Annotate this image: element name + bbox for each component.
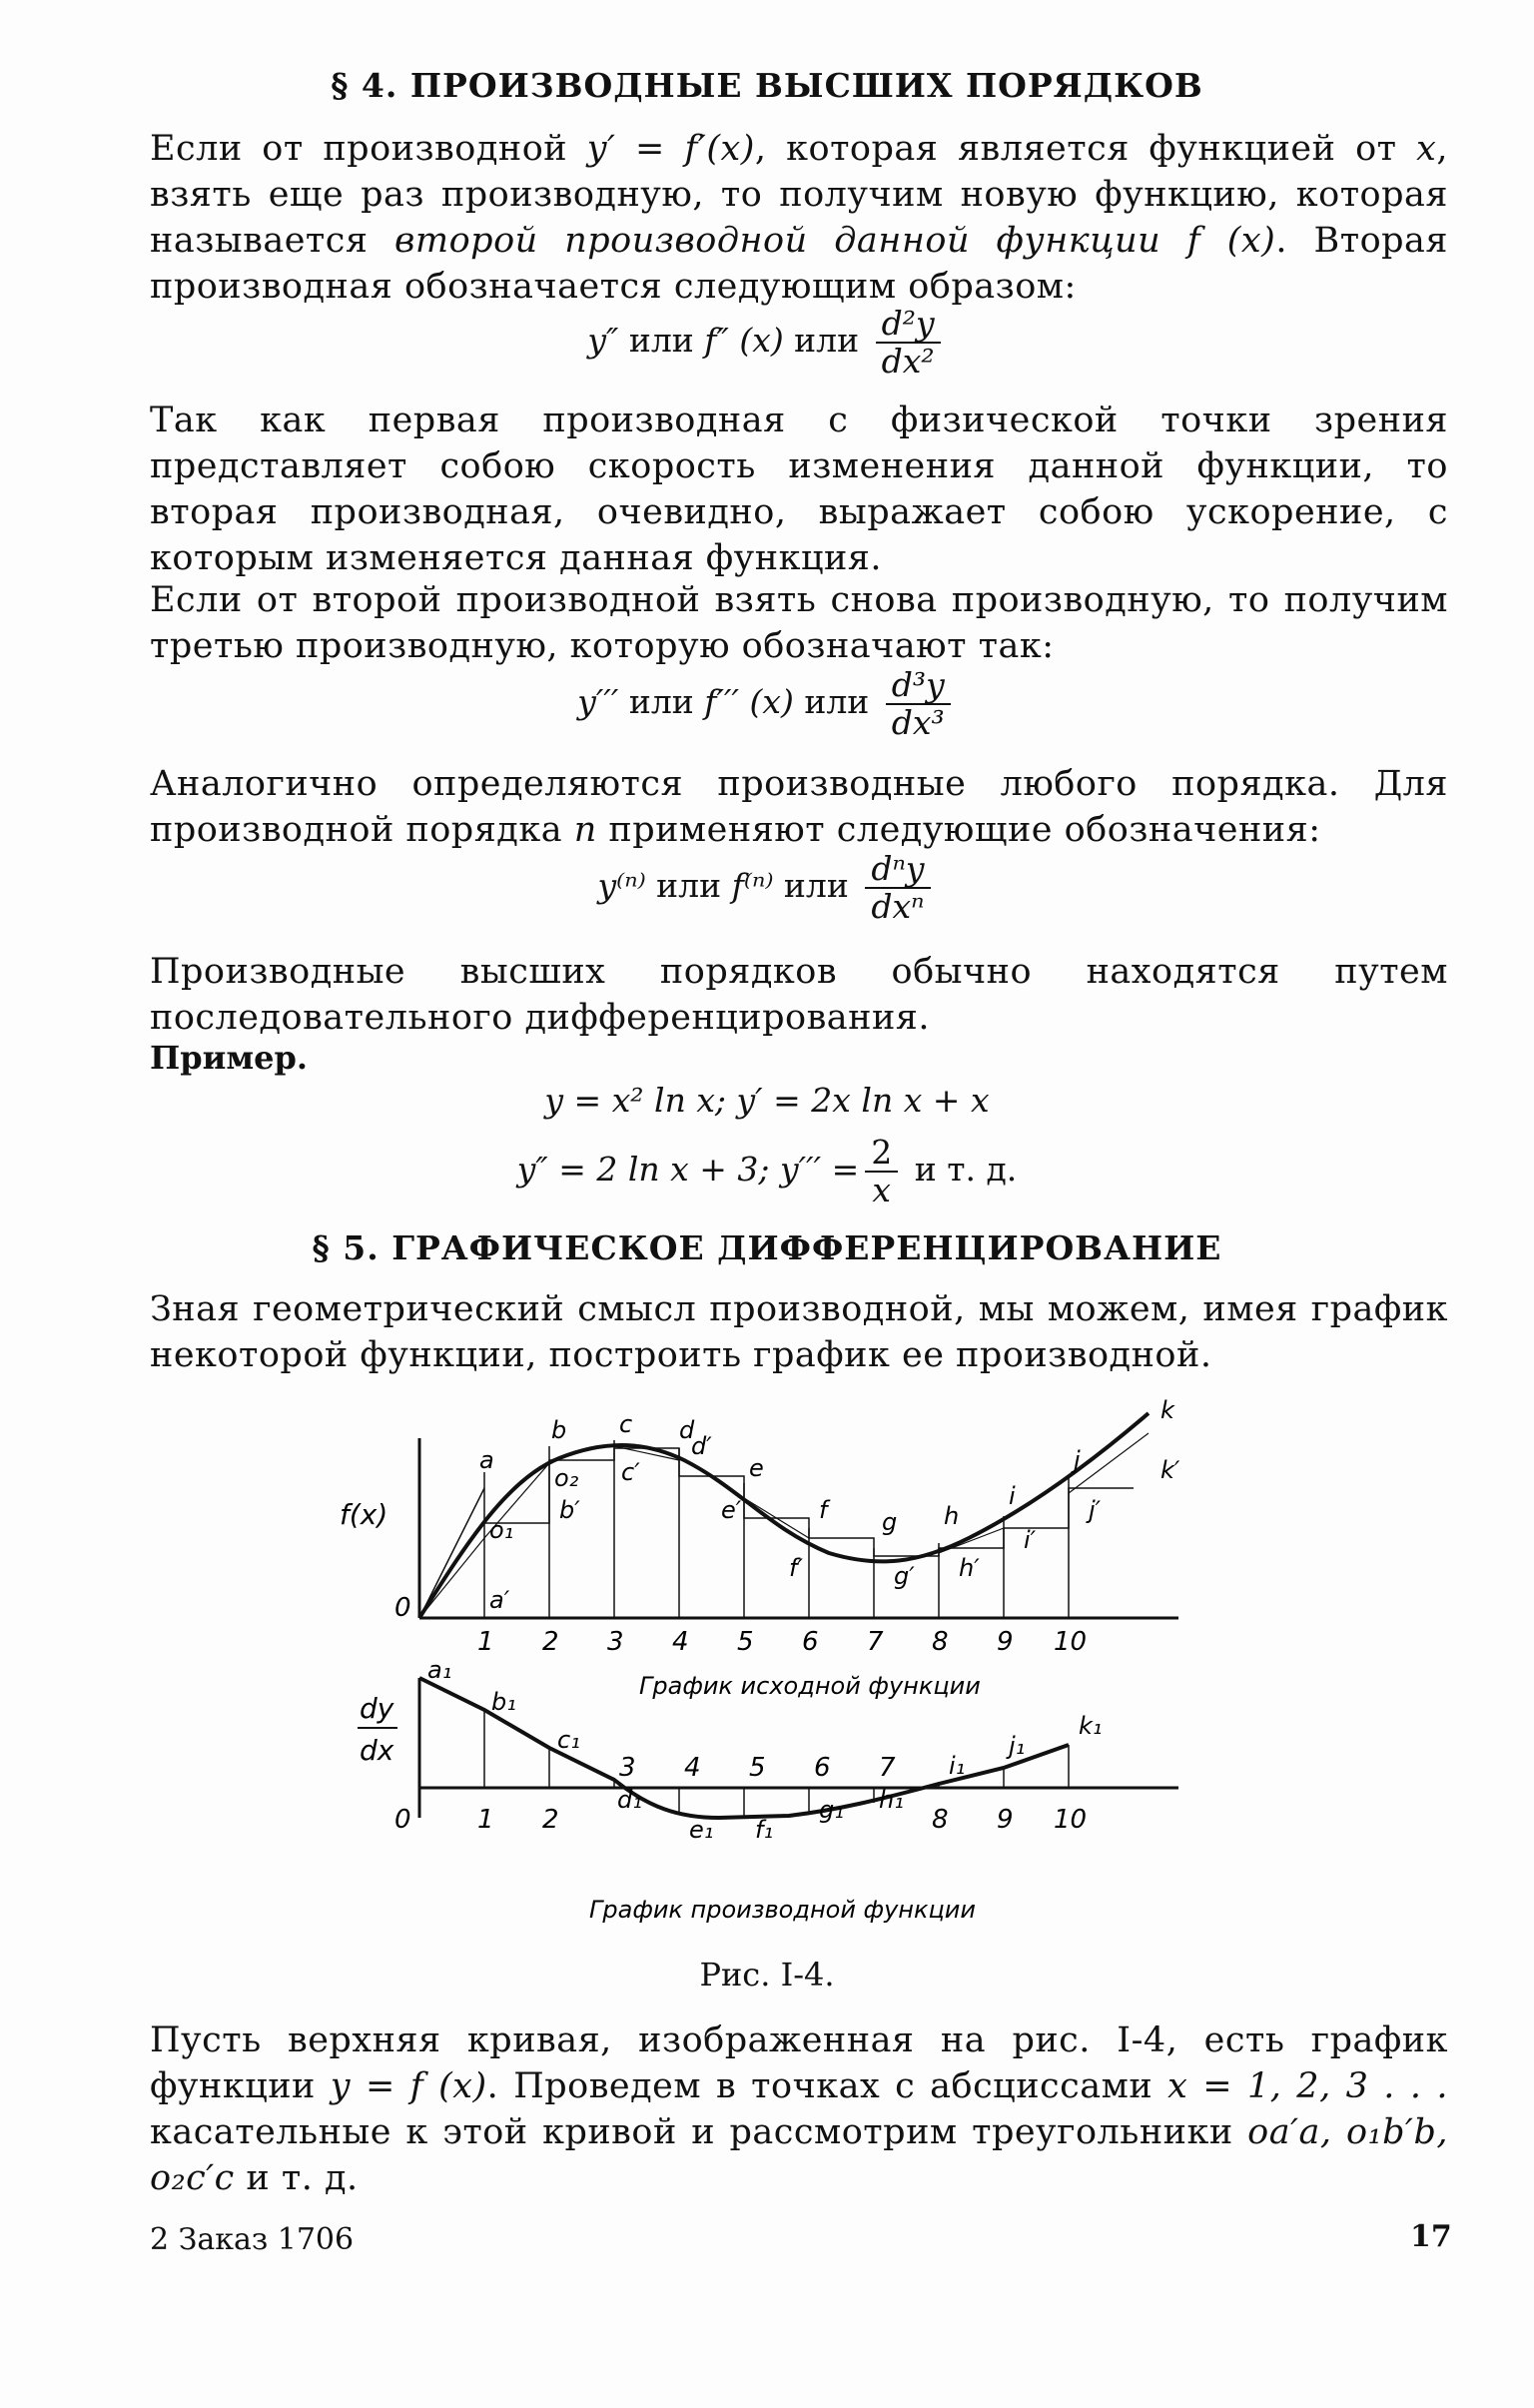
text-run: . Проведем в точках с абсциссами: [486, 2066, 1168, 2106]
math-inline: x = 1, 2, 3 . . .: [1167, 2066, 1449, 2106]
fraction: [876, 306, 941, 380]
prime-j: j′: [1089, 1496, 1102, 1524]
formula-term: и т. д.: [904, 1150, 1018, 1189]
point-i1: i₁: [949, 1752, 966, 1780]
tick-3: 3: [619, 1753, 636, 1783]
formula-term: y′′′: [577, 682, 619, 721]
formula-term: y″ = 2 ln x + 3; y′′′ =: [516, 1150, 860, 1189]
tick-7: 7: [879, 1753, 896, 1783]
footer-order-number: 2 Заказ 1706: [150, 2222, 355, 2257]
text-run: , которая является функцией от: [754, 129, 1417, 169]
example-label: Пример.: [150, 1039, 308, 1077]
point-k: k: [1160, 1396, 1174, 1424]
formula-term: y″: [587, 321, 619, 360]
math-inline: n: [573, 810, 597, 850]
point-e1: e₁: [689, 1816, 714, 1844]
tick-4: 4: [684, 1753, 701, 1783]
upper-axis-label: f(x): [340, 1498, 388, 1531]
paragraph-graphical: Зная геометрический смысл производной, мы можем, имея график некоторой функции, построить график ее производной.: [150, 1289, 1448, 1375]
function-curve: [419, 1413, 1149, 1618]
upper-tick-labels: [477, 1627, 1087, 1657]
math-inline: oa′a, o₁b′b, o₂c′c: [150, 2112, 1448, 2198]
figure-caption: Рис. I-4.: [699, 1956, 835, 1994]
fraction-numerator: dⁿy: [865, 851, 930, 889]
text-run: Пусть верхняя кривая, изображенная на рис. I-4, есть график функции: [150, 2020, 1448, 2106]
paragraph-successive: Производные высших порядков обычно находятся путем последовательного дифференцирования.: [150, 952, 1448, 1038]
fraction-denominator: dx³: [891, 703, 945, 742]
paragraph-third-derivative: Если от второй производной взять снова производную, то получим третью производную, которую обозначают так:: [150, 580, 1448, 666]
point-b1: b₁: [491, 1688, 516, 1716]
formula-term: y⁽ⁿ⁾: [597, 866, 646, 905]
prime-e: e′: [721, 1496, 742, 1524]
formula-or: или: [793, 682, 880, 721]
math-inline: y′ = f′(x): [586, 129, 755, 169]
fraction-numerator: d²y: [876, 306, 941, 344]
upper-caption: График исходной функции: [639, 1672, 981, 1700]
formula-or: или: [618, 321, 705, 360]
section-5-title: § 5. ГРАФИЧЕСКОЕ ДИФФЕРЕНЦИРОВАНИЕ: [312, 1228, 1222, 1267]
tangent-lines: [419, 1433, 1149, 1618]
section-4-title: § 4. ПРОИЗВОДНЫЕ ВЫСШИХ ПОРЯДКОВ: [331, 66, 1203, 105]
tick-8: 8: [932, 1805, 949, 1835]
lower-axis-denominator: dx: [360, 1734, 394, 1767]
tick-7: 7: [867, 1627, 884, 1657]
point-e: e: [749, 1454, 764, 1482]
prime-b: b′: [559, 1496, 580, 1524]
tick-2: 2: [542, 1627, 559, 1657]
prime-c: c′: [621, 1458, 640, 1486]
lower-axis-numerator: dy: [360, 1692, 394, 1725]
point-c: c: [619, 1410, 633, 1438]
fraction: [886, 667, 951, 741]
prime-k: k′: [1160, 1456, 1180, 1484]
tick-4: 4: [672, 1627, 689, 1657]
upper-origin-label: 0: [394, 1593, 411, 1623]
text-run: . Вторая производная обозначается следующим образом:: [150, 221, 1448, 307]
math-inline: x: [1416, 129, 1437, 169]
formula-second-derivative: [0, 306, 1534, 380]
prime-d: d′: [691, 1432, 712, 1460]
point-a: a: [479, 1446, 494, 1474]
formula-or: или: [645, 866, 732, 905]
point-g: g: [882, 1508, 898, 1536]
fraction-denominator: x: [872, 1171, 892, 1209]
text-run: и т. д.: [234, 2158, 359, 2198]
formula-or: или: [783, 321, 870, 360]
point-f: f: [819, 1496, 828, 1524]
fraction-denominator: dx²: [881, 342, 935, 381]
lower-tick-labels: [477, 1753, 1087, 1835]
formula-third-derivative: [0, 667, 1534, 741]
fraction: [865, 1135, 898, 1208]
text-run: Аналогично определяются производные любого порядка. Для производной порядка: [150, 764, 1448, 850]
point-j1: j₁: [1009, 1732, 1026, 1760]
tick-10: 10: [1054, 1805, 1088, 1835]
point-a1: a₁: [427, 1656, 452, 1684]
fraction-numerator: 2: [865, 1135, 898, 1173]
emphasis-term: второй производной данной функции f (x): [394, 221, 1276, 261]
prime-f: f′: [789, 1554, 803, 1582]
paragraph-nth-derivative: [150, 761, 1448, 853]
point-c1: c₁: [557, 1726, 580, 1754]
point-f1: f₁: [755, 1816, 774, 1844]
formula-term: f″ (x): [704, 321, 784, 360]
o1-label: o₁: [489, 1516, 514, 1544]
point-g1: g₁: [819, 1796, 844, 1824]
example-line-1: y = x² ln x; y′ = 2x ln x + x: [544, 1081, 990, 1120]
math-inline: y = f (x): [330, 2066, 487, 2106]
tick-10: 10: [1054, 1627, 1088, 1657]
tick-8: 8: [932, 1627, 949, 1657]
formula-term: f⁽ⁿ⁾: [731, 866, 774, 905]
tick-9: 9: [997, 1805, 1014, 1835]
formula-nth-derivative: [0, 851, 1534, 925]
lower-origin-label: 0: [394, 1805, 411, 1835]
example-line-2: [0, 1135, 1534, 1208]
tick-5: 5: [749, 1753, 766, 1783]
lower-caption: График производной функции: [589, 1896, 976, 1924]
formula-or: или: [618, 682, 705, 721]
point-h: h: [944, 1502, 960, 1530]
paragraph-second-derivative: [150, 126, 1448, 310]
formula-or: или: [773, 866, 860, 905]
point-j: j: [1074, 1446, 1081, 1474]
prime-i: i′: [1024, 1526, 1037, 1554]
formula-term: f′′′ (x): [704, 682, 794, 721]
page-number: 17: [1410, 2219, 1452, 2254]
prime-a: a′: [489, 1586, 510, 1614]
prime-h: h′: [959, 1554, 980, 1582]
tick-5: 5: [737, 1627, 754, 1657]
upper-point-labels: [479, 1396, 1180, 1614]
fraction-numerator: d³y: [886, 667, 951, 705]
tick-1: 1: [477, 1627, 494, 1657]
point-b: b: [551, 1416, 567, 1444]
fraction: [865, 851, 930, 925]
tick-3: 3: [607, 1627, 624, 1657]
text-run: , взять еще раз производную, то получим новую функцию, которая называется: [150, 129, 1448, 261]
figure-graphical-differentiation: [320, 1388, 1218, 1948]
paragraph-acceleration: Так как первая производная с физической точки зрения представляет собою скорость изменения данной функции, то вторая производная, очевидно, выражает собою ускорение, с которым изменяется данная функция.: [150, 401, 1448, 578]
tick-6: 6: [802, 1627, 819, 1657]
point-k1: k₁: [1079, 1712, 1103, 1740]
tick-6: 6: [814, 1753, 831, 1783]
text-run: Если от производной: [150, 129, 587, 169]
point-d: d: [679, 1416, 695, 1444]
tick-9: 9: [997, 1627, 1014, 1657]
tick-2: 2: [542, 1805, 559, 1835]
o2-label: o₂: [554, 1464, 579, 1492]
point-h1: h₁: [879, 1786, 904, 1814]
text-run: применяют следующие обозначения:: [596, 810, 1321, 850]
fraction-denominator: dxⁿ: [871, 887, 925, 926]
tick-1: 1: [477, 1805, 494, 1835]
paragraph-tangents: [150, 2017, 1448, 2201]
prime-g: g′: [894, 1562, 915, 1590]
text-run: касательные к этой кривой и рассмотрим треугольники: [150, 2112, 1248, 2152]
point-d1: d₁: [617, 1786, 642, 1814]
point-i: i: [1009, 1482, 1016, 1510]
